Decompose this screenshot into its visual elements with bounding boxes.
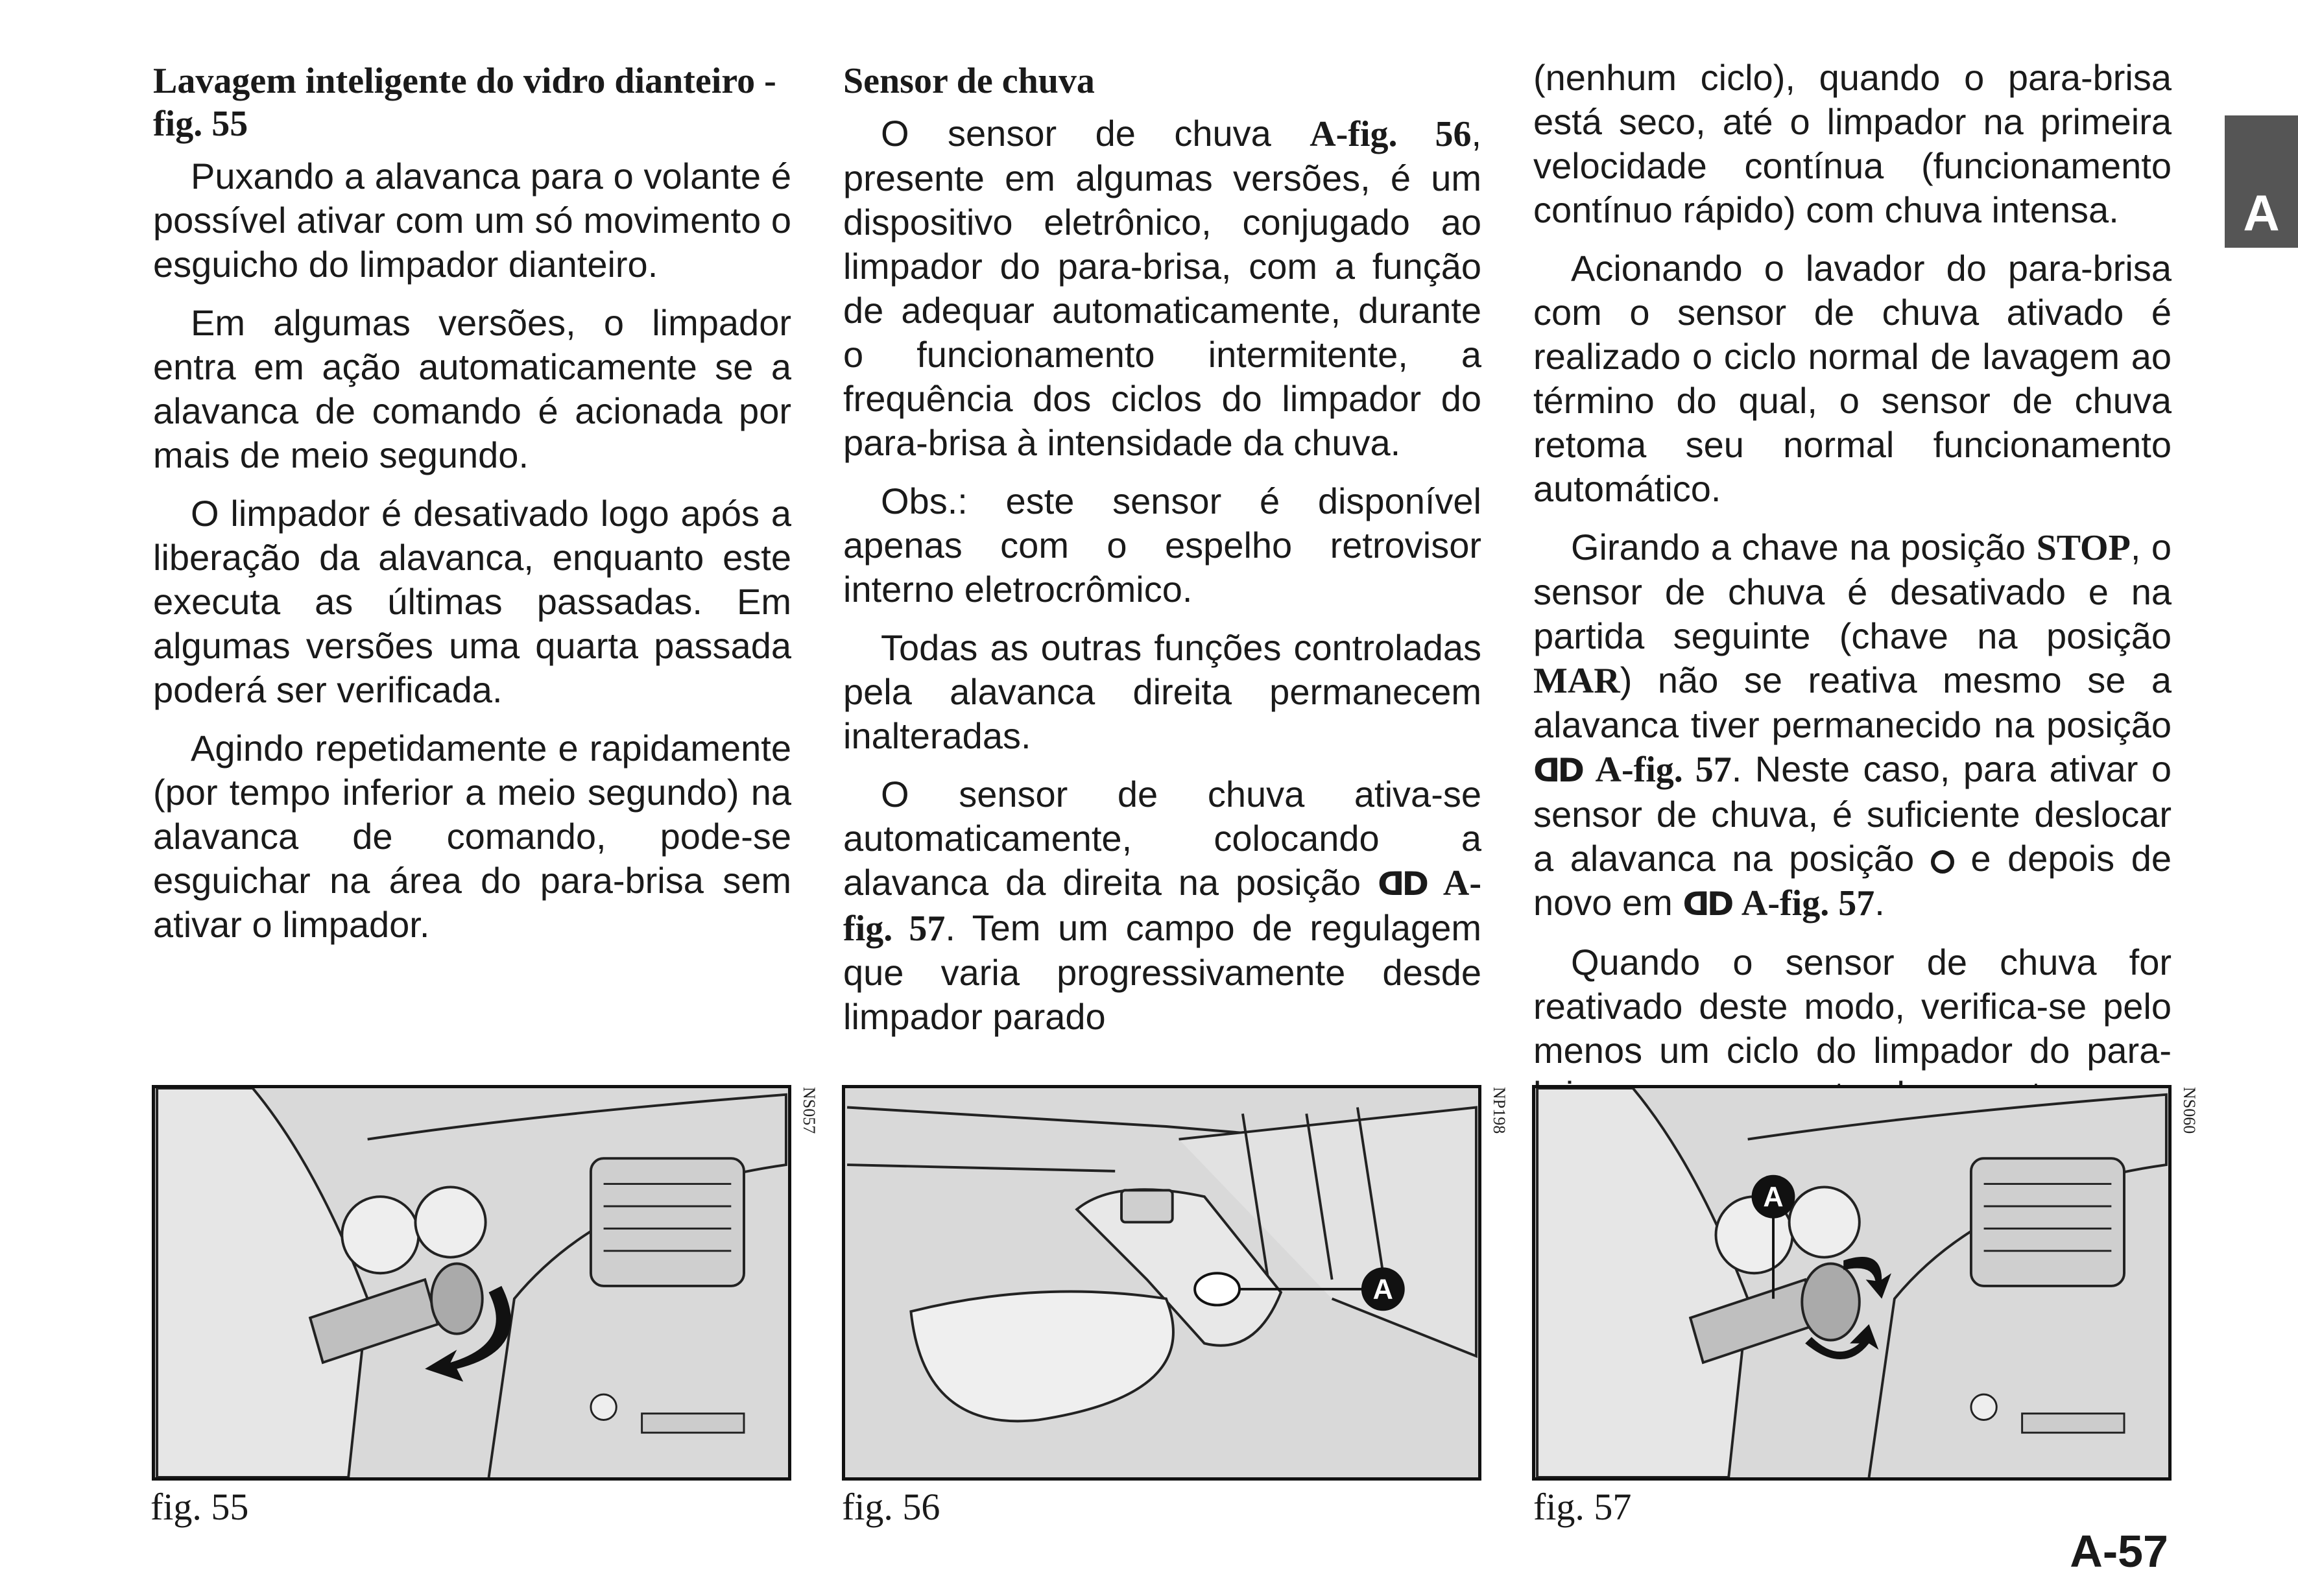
text-run: O sensor de chuva — [881, 113, 1310, 154]
paragraph — [843, 112, 1481, 465]
key-position-mar: MAR — [1533, 661, 1620, 701]
page-number: A-57 — [2070, 1526, 2168, 1577]
figure-code: NS057 — [800, 1087, 819, 1134]
figure-reference: A-fig. 57 — [843, 863, 1481, 949]
figure-caption: fig. 55 — [150, 1486, 249, 1528]
paragraph — [843, 772, 1481, 1039]
callout-label: A — [1763, 1181, 1784, 1213]
text-run: . Tem um campo de regulagem que varia progressivamente desde limpador parado — [843, 907, 1481, 1037]
figure-caption: fig. 57 — [1533, 1486, 1632, 1528]
text-run: e depois de novo em — [1533, 838, 2172, 923]
column-2 — [843, 60, 1481, 1053]
text-run: , o sensor de chuva é desativado e na partida seguinte (chave na posição — [1533, 527, 2172, 656]
off-position-circle-icon — [1931, 850, 1954, 874]
key-position-stop: STOP — [2036, 528, 2131, 568]
figure-code: NP198 — [1490, 1087, 1509, 1134]
text-run: O sensor de chuva ativa-se automaticamente, colocando a alavanca da direita na posição — [843, 774, 1481, 903]
text-run: , presente em algumas versões, é um dispositivo eletrônico, conjugado ao limpador do para-brisa, com a função de adequar automaticamente, durante o funcionamento intermitente, a frequência dos ciclos do limpador do para-brisa à intensidade da chuva. — [843, 113, 1481, 463]
column-3 — [1533, 56, 2172, 1175]
paragraph: Em algumas versões, o limpador entra em ação automaticamente se a alavanca de comando é acionada por mais de meio segundo. — [153, 302, 791, 475]
paragraph: Puxando a alavanca para o volante é possível ativar com um só movimento o esguicho do limpador dianteiro. — [153, 156, 791, 285]
paragraph: Acionando o lavador do para-brisa com o sensor de chuva ativado é realizado o ciclo normal de lavagem ao término do qual, o sensor de chuva retoma seu normal funcionamento automático. — [1533, 248, 2172, 509]
heading-sensor-de-chuva: Sensor de chuva — [843, 61, 1095, 101]
paragraph: Obs.: este sensor é disponível apenas com o espelho retrovisor interno eletrocrômico. — [843, 481, 1481, 610]
rain-sensor-symbol-icon: ᗡᗞ — [1533, 752, 1583, 789]
paragraph: O limpador é desativado logo após a liberação da alavanca, enquanto este executa as últimas passadas. Em algumas versões uma quarta passada poderá ser verificada. — [153, 493, 791, 710]
rearview-mirror-sensor-illustration — [845, 1088, 1478, 1477]
figure-code: NS060 — [2180, 1087, 2199, 1134]
paragraph: (nenhum ciclo), quando o para-brisa está seco, até o limpador na primeira velocidade contínua (funcionamento contínuo rápido) com chuva intensa. — [1533, 57, 2172, 230]
callout-label: A — [1372, 1274, 1393, 1305]
section-tab-letter: A — [2243, 184, 2280, 241]
text-run: ) não se reativa mesmo se a alavanca tiver permanecido na posição — [1533, 660, 2172, 745]
rain-sensor-symbol-icon: ᗡᗞ — [1682, 886, 1732, 922]
paragraph: Agindo repetidamente e rapidamente (por tempo inferior a meio segundo) na alavanca de comando, pode-se esguichar na área do para-brisa sem ativar o limpador. — [153, 728, 791, 945]
section-tab — [2225, 115, 2298, 248]
dashboard-lever-illustration — [155, 1088, 788, 1477]
dashboard-lever-rotation-illustration — [1535, 1088, 2168, 1477]
figure-reference: A-fig. 57 — [1595, 750, 1732, 790]
figure-57-illustration — [1532, 1085, 2172, 1481]
paragraph: Todas as outras funções controladas pela alavanca direita permanecem inalteradas. — [843, 627, 1481, 756]
heading-lavagem: Lavagem inteligente do vidro dianteiro - fig. 55 — [153, 61, 776, 144]
figure-caption: fig. 56 — [842, 1486, 940, 1528]
text-run: . Neste caso, para ativar o sensor de chuva, é suficiente deslocar a alavanca na posição — [1533, 748, 2172, 879]
text-run: . — [1874, 882, 1885, 923]
paragraph — [1533, 525, 2172, 926]
figure-reference: A-fig. 57 — [1741, 883, 1875, 923]
text-run: Girando a chave na posição — [1571, 527, 2037, 567]
figure-56-illustration — [842, 1085, 1481, 1481]
column-1 — [153, 60, 791, 961]
rain-sensor-symbol-icon: ᗡᗞ — [1377, 866, 1426, 902]
paragraph: Quando o sensor de chuva for reativado deste modo, verifica-se pelo menos um ciclo do limpador do para- — [1533, 942, 2172, 1071]
figure-55-illustration — [152, 1085, 791, 1481]
figure-reference: A-fig. 56 — [1310, 114, 1472, 154]
